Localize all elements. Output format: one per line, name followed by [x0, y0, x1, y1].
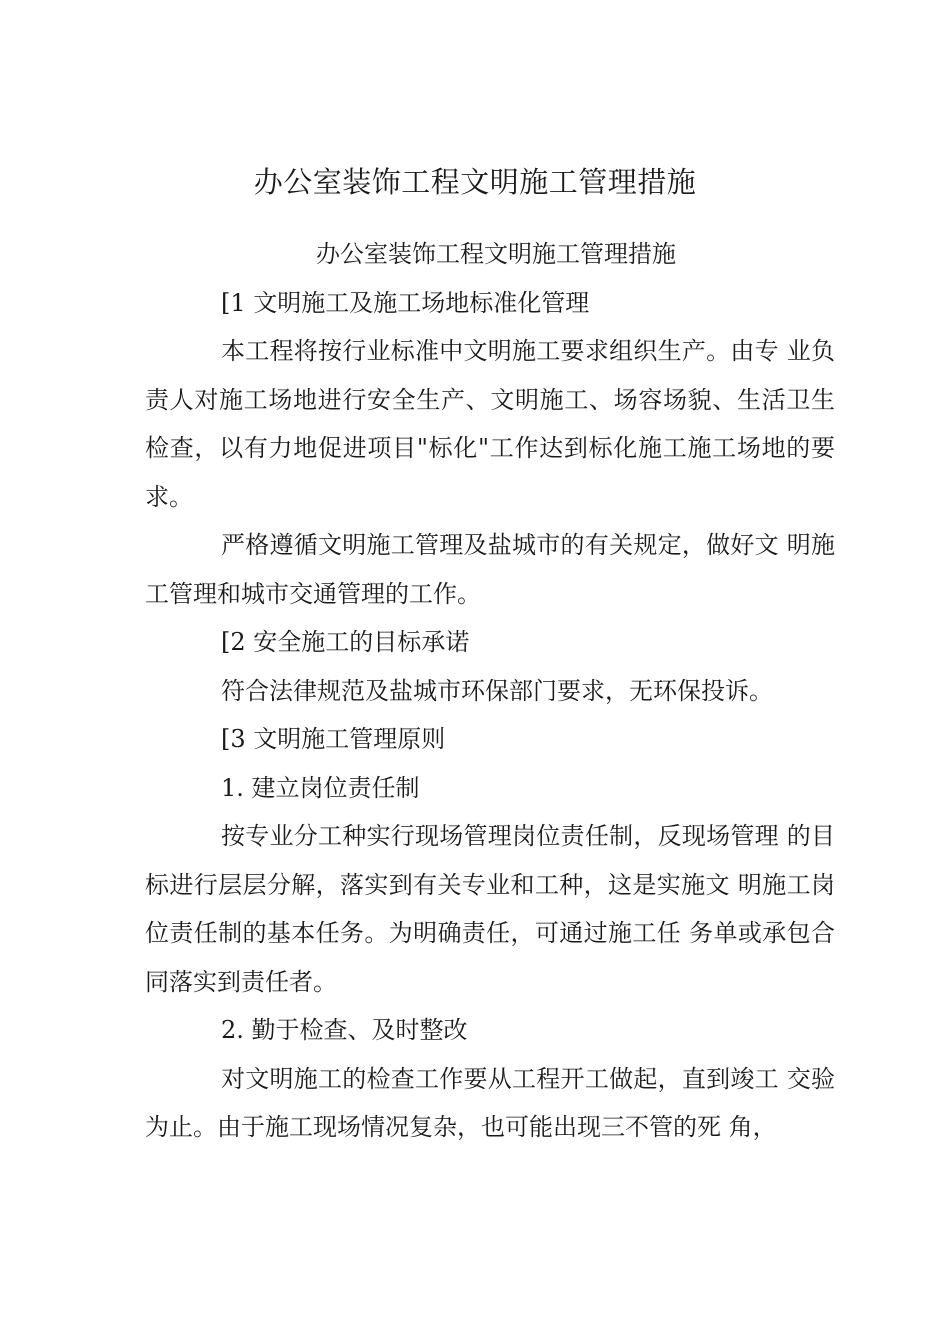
subsection-heading-2: 2. 勤于检查、及时整改: [221, 1016, 468, 1044]
paragraph-1: 本工程将按行业标准中文明施工要求组织生产。由专 业负责人对施工场地进行安全生产、文明施工、场容场貌、生活卫生检查，以有力地促进项目"标化"工作达到标化施工施工场地的要求。: [145, 337, 835, 511]
section-heading-3: [3 文明施工管理原则: [221, 725, 446, 753]
subsection-heading-1: 1. 建立岗位责任制: [221, 773, 420, 802]
document-body: [145, 230, 835, 1152]
paragraph-3: 符合法律规范及盐城市环保部门要求，无环保投诉。: [221, 676, 773, 705]
document-subtitle: 办公室装饰工程文明施工管理措施: [316, 240, 676, 268]
paragraph-5: 对文明施工的检查工作要从工程开工做起，直到竣工 交验为止。由于施工现场情况复杂，也可能出现三不管的死 角，: [145, 1064, 835, 1141]
section-heading-2: [2 安全施工的目标承诺: [221, 628, 470, 656]
document-title: 办公室装饰工程文明施工管理措施: [253, 165, 697, 199]
paragraph-4: 按专业分工种实行现场管理岗位责任制，反现场管理 的目标进行层层分解，落实到有关专业和工种，这是实施文 明施工岗位责任制的基本任务。为明确责任，可通过施工任 务单或承包合同落实到责任者。: [145, 822, 835, 996]
paragraph-2: 严格遵循文明施工管理及盐城市的有关规定，做好文 明施工管理和城市交通管理的工作。: [145, 531, 835, 608]
section-heading-1: [1 文明施工及施工场地标准化管理: [221, 288, 590, 317]
